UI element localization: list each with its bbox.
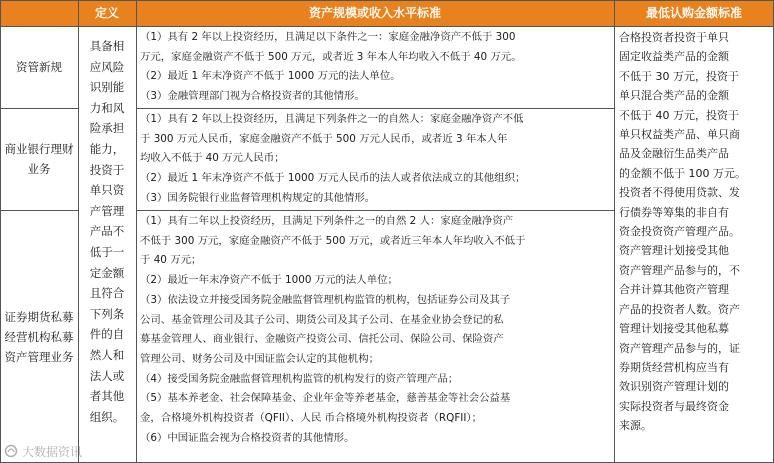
criteria-line: 均收入不低于 40 万元人民币； [140,152,285,165]
criteria-line: 金，合格境外机构投资者（QFII）、人民 币合格境外机构投资者（RQFII）； [140,412,483,425]
min-amount-line: 单只权益类产品、单只商 [619,128,740,142]
definition-line: 下列条 [89,306,125,321]
definition-line: 定金额 [89,265,125,280]
criteria-line: 于 300 万元人民币，家庭金融资产不低于 500 万元人民币，或者近 3 年本人年 [140,132,508,145]
criteria-securities-futures [136,212,614,463]
min-amount-line: 资产管理产品参与的，证 [619,341,740,355]
header-definition: 定义 [94,6,119,20]
definition-line: 具备相 [89,39,125,53]
min-amount-line: 不低于 40 万元，投资于 [619,108,739,122]
definition-line: 者其他 [89,389,125,404]
definition-line: 件的自 [89,327,125,342]
definition-line: 产品不 [89,224,125,239]
min-amount-line: 产品的投资者人数。资产 [619,302,740,316]
min-amount-line: 实际投资者与最终资金 [619,399,729,413]
category-asset-mgmt-rules [0,26,78,108]
grid-line [0,0,774,1]
criteria-line: （4）接受国务院金融监督管理机构监管的机构发行的资产管理产品； [140,372,459,385]
definition-line: 险承担 [89,121,125,136]
criteria-line: （3）依法设立并接受国务院金融监督管理机构监管的机构，包括证券公司及其子 [140,293,511,306]
min-amount-line: 品及金融衍生品类产品 [619,147,729,161]
header-min-amount: 最低认购金额标准 [645,6,742,20]
min-amount-line: 不低于 30 万元，投资于 [619,69,739,83]
category-bank-wealth-mgmt [0,108,78,210]
min-amount-line: 投资者不得使用贷款、发 [619,186,740,200]
criteria-line: 于 40 万元； [140,254,202,267]
grid-line [78,0,79,463]
criteria-line: （2）最近 1 年末净资产不低于 1000 万元人民币的法人或者依法成立的其他组织； [140,172,526,185]
min-amount-line: 资金投资资产管理产品。 [619,225,740,239]
min-amount-line: 效识别资产管理计划的 [619,380,729,394]
min-amount-line: 行债券等筹集的非自有 [619,205,729,219]
criteria-line: （3）国务院银行业监督管理机构规定的其他情形。 [140,191,376,204]
category-securities-futures [0,210,78,463]
definition-line: 低于一 [89,244,125,259]
grid-line [136,210,614,211]
min-amount-cell [614,26,774,463]
min-amount-line: 合格投资者投资于单只 [619,31,729,44]
definition-line: 组织。 [89,409,125,424]
grid-line [0,0,1,463]
criteria-line: （1）具有 2 年以上投资经历，且满足以下条件之一：家庭金融净资产不低于 300 [140,31,516,43]
criteria-line: （2）最近 1 年末净资产不低于 1000 万元的法人单位。 [140,70,401,83]
criteria-asset-mgmt-rules [136,28,614,108]
criteria-line: 管理公司、财务公司及中国证监会认定的其他机构； [140,352,379,365]
definition-line: 力和风 [89,100,125,115]
criteria-line: 募基金管理人、商业银行、金融资产投资公司、信托公司、保险公司、保险资产 [140,333,504,346]
watermark [4,441,114,461]
criteria-line: 万元，家庭金融资产不低于 500 万元，或者近 3 年本人年均收入不低于 40 万元。 [140,50,522,63]
category-label: 商业银行理财业务 [4,142,74,176]
min-amount-line: 来源。 [619,419,652,433]
category-label: 资管新规 [16,60,62,74]
criteria-line: （1）具有二年以上投资经历，且满足下列条件之一的自然 2 人：家庭金融净资产 [140,215,514,227]
grid-line [0,210,78,211]
grid-line [0,26,774,27]
definition-line: 识别能 [89,80,125,95]
criteria-line: 不低于 300 万元，家庭金融资产不低于 500 万元，或者近三年本人年均收入不低于 [140,234,526,247]
definition-cell [78,36,136,463]
definition-line: 产管理 [89,203,125,218]
criteria-line: （5）基本养老金、社会保障基金、企业年金等养老基金，慈善基金等社会公益基 [140,392,511,405]
definition-line: 然人和 [89,347,125,362]
watermark-text: 大数据资讯 [22,444,83,459]
min-amount-line: 资产管理产品参与的，不 [619,263,740,277]
definition-line: 单只资 [89,183,125,198]
header-criteria: 资产规模或收入水平标准 [308,6,441,20]
definition-line: 应风险 [89,59,125,74]
grid-line [614,0,615,463]
min-amount-line: 的金额不低于 100 万元。 [619,166,746,180]
criteria-line: （6）中国证监会视为合格投资者的其他情形。 [140,431,355,444]
definition-line: 能力， [89,141,125,156]
grid-line [136,108,614,109]
criteria-line: （2）最近一年末净资产不低于 1000 万元的法人单位； [140,274,398,287]
grid-line [136,0,137,463]
definition-line: 且符合 [89,286,125,301]
criteria-bank-wealth-mgmt [136,110,614,210]
min-amount-line: 券期货经营机构应当有 [619,360,729,374]
min-amount-line: 单只混合类产品的金额 [619,89,729,103]
category-label: 证券期货私募经营机构私募资产管理业务 [4,309,74,364]
min-amount-line: 合并计算其他资产管理 [619,283,729,297]
watermark-logo-icon [4,444,18,458]
header-blank [0,0,78,26]
min-amount-line: 资产管理计划接受其他 [619,244,729,258]
min-amount-line: 管理计划接受其他私募 [619,322,729,336]
criteria-line: 公司、基金管理公司及其子公司、期货公司及其子公司、在基金业协会登记的私 [140,313,504,326]
criteria-line: （1）具有 2 年以上投资经历，且满足下列条件之一的自然人：家庭金融净资产不低 [140,113,524,125]
criteria-line: （3）金融管理部门视为合格投资者的其他情形。 [140,90,365,103]
definition-line: 法人或 [89,368,125,383]
definition-line: 投资于 [89,162,125,177]
grid-line [0,108,78,109]
min-amount-line: 固定收益类产品的金额 [619,50,729,64]
